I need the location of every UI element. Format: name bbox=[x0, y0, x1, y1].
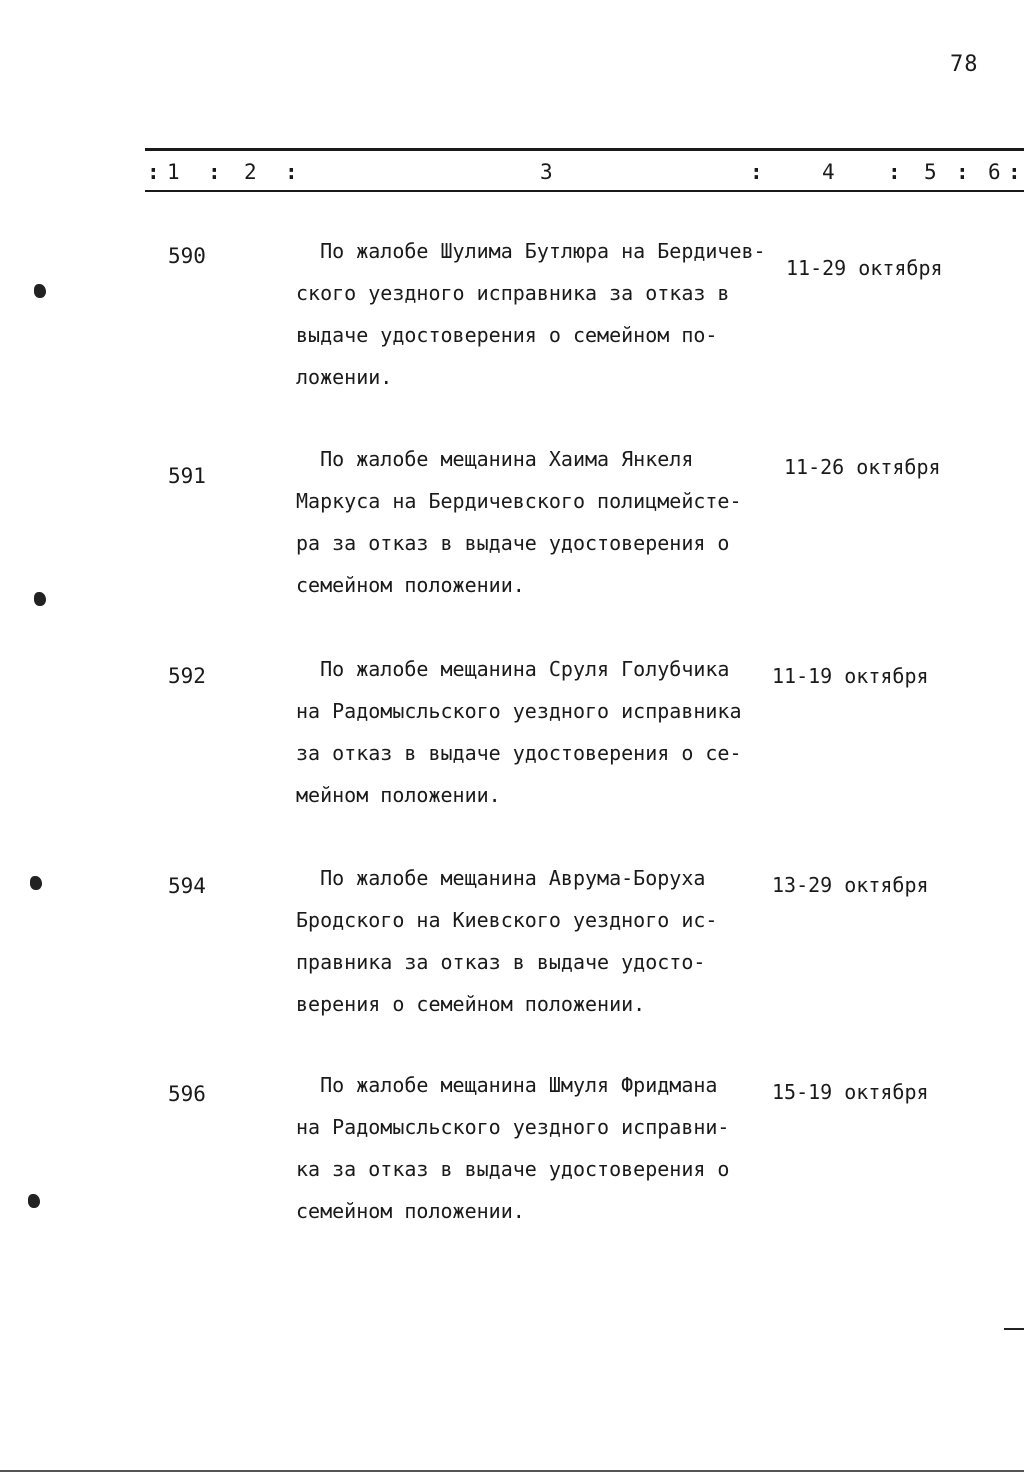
entry-line: ского уездного исправника за отказ в bbox=[296, 281, 730, 305]
edge-line bbox=[1004, 1328, 1024, 1330]
entry-date: 11-19 октября bbox=[772, 664, 929, 688]
header-separator: : bbox=[208, 160, 221, 184]
binding-hole-mark bbox=[30, 876, 42, 890]
binding-hole-mark bbox=[34, 592, 46, 606]
entry-line: на Радомысльского уездного исправника bbox=[296, 699, 742, 723]
header-col-6: 6 bbox=[988, 160, 1001, 184]
entry-line: По жалобе Шулима Бутлюра на Бердичев- bbox=[296, 239, 766, 263]
header-separator: : bbox=[888, 160, 901, 184]
entry-description bbox=[296, 1064, 776, 1232]
entry-line: семейном положении. bbox=[296, 1199, 525, 1223]
entry-description bbox=[296, 230, 776, 398]
entry-line: Маркуса на Бердичевского полицмейсте- bbox=[296, 489, 742, 513]
entry-line: Бродского на Киевского уездного ис- bbox=[296, 908, 718, 932]
entry-line: По жалобе мещанина Сруля Голубчика bbox=[296, 657, 730, 681]
entry-line: По жалобе мещанина Шмуля Фридмана bbox=[296, 1073, 718, 1097]
entry-description bbox=[296, 648, 776, 816]
entry-line: верения о семейном положении. bbox=[296, 992, 646, 1016]
header-separator: : bbox=[285, 160, 298, 184]
entry-date: 11-29 октября bbox=[786, 256, 943, 280]
header-col-3: 3 bbox=[540, 160, 553, 184]
entry-line: ра за отказ в выдаче удостоверения о bbox=[296, 531, 730, 555]
entry-line: за отказ в выдаче удостоверения о се- bbox=[296, 741, 742, 765]
header-rule-bottom bbox=[145, 190, 1024, 192]
header-separator: : bbox=[147, 160, 160, 184]
entry-number: 591 bbox=[168, 464, 206, 488]
entry-date: 13-29 октября bbox=[772, 873, 929, 897]
header-separator: : bbox=[1008, 160, 1021, 184]
binding-hole-mark bbox=[34, 284, 46, 298]
entry-line: ложении. bbox=[296, 365, 393, 389]
entry-date: 15-19 октября bbox=[772, 1080, 929, 1104]
entry-line: семейном положении. bbox=[296, 573, 525, 597]
header-col-1: 1 bbox=[167, 160, 180, 184]
header-col-4: 4 bbox=[822, 160, 835, 184]
header-rule-top bbox=[145, 148, 1024, 151]
entry-date: 11-26 октября bbox=[784, 455, 941, 479]
binding-hole-mark bbox=[28, 1194, 40, 1208]
entry-line: мейном положении. bbox=[296, 783, 501, 807]
entry-line: ка за отказ в выдаче удостоверения о bbox=[296, 1157, 730, 1181]
entry-line: выдаче удостоверения о семейном по- bbox=[296, 323, 718, 347]
entry-number: 594 bbox=[168, 874, 206, 898]
page-number: 78 bbox=[950, 52, 979, 77]
header-col-5: 5 bbox=[924, 160, 937, 184]
header-col-2: 2 bbox=[244, 160, 257, 184]
header-separator: : bbox=[956, 160, 969, 184]
header-separator: : bbox=[750, 160, 763, 184]
entry-number: 592 bbox=[168, 664, 206, 688]
entry-description bbox=[296, 857, 776, 1025]
entry-number: 596 bbox=[168, 1082, 206, 1106]
entry-line: По жалобе мещанина Аврума-Боруха bbox=[296, 866, 706, 890]
entry-line: По жалобе мещанина Хаима Янкеля bbox=[296, 447, 694, 471]
entry-number: 590 bbox=[168, 244, 206, 268]
bottom-edge-line bbox=[0, 1470, 1024, 1472]
entry-description bbox=[296, 438, 776, 606]
entry-line: правника за отказ в выдаче удосто- bbox=[296, 950, 706, 974]
entry-line: на Радомысльского уездного исправни- bbox=[296, 1115, 730, 1139]
